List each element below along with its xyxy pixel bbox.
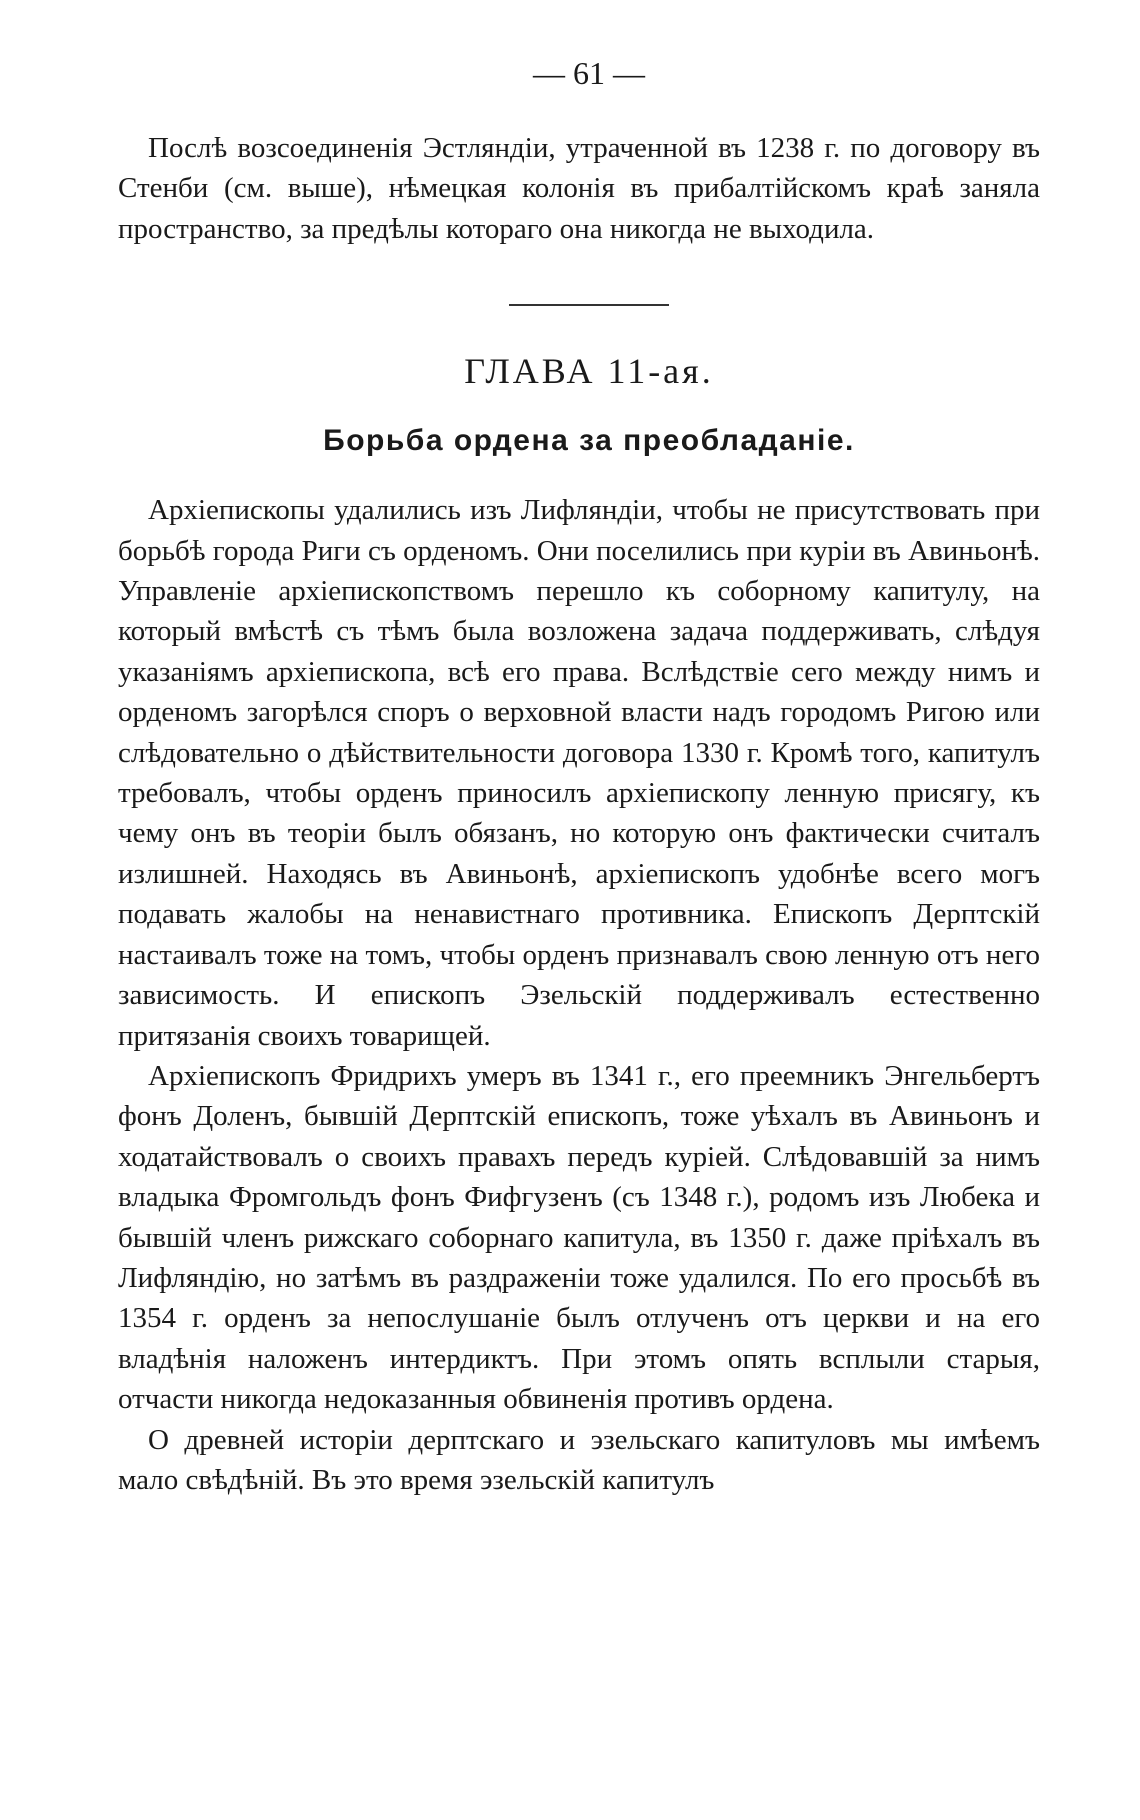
chapter-heading: ГЛАВА 11-ая. bbox=[464, 351, 714, 392]
chapter-title: Борьба ордена за преобладаніе. bbox=[323, 424, 855, 458]
body-paragraph: О древней исторіи дерптскаго и эзельскаго капитуловъ мы имѣемъ мало свѣдѣній. Въ это время эзельскій капитулъ bbox=[118, 1423, 1040, 1496]
section-divider bbox=[509, 304, 669, 306]
body-paragraph: Архіепископы удалились изъ Лифляндіи, чтобы не присутствовать при борьбѣ города Риги съ орденомъ. Они поселились при куріи въ Авиньонѣ. Управленіе архіепископствомъ перешло къ соборному капитулу, на который вмѣстѣ съ тѣмъ была возложена задача поддерживать, слѣдуя указаніямъ архіепископа, всѣ его права. Вслѣдствіе сего между нимъ и орденомъ загорѣлся споръ о верховной власти надъ городомъ Ригою или слѣдовательно о дѣйствительности договора 1330 г. Кромѣ того, капитулъ требовалъ, чтобы орденъ приносилъ архіепископу ленную присягу, къ чему онъ въ теоріи былъ обязанъ, но которую онъ фактически считалъ излишней. Находясь въ Авиньонѣ, архіепископъ удобнѣе всего могъ подавать жалобы на ненавистнаго противника. Епископъ Дерптскій настаивалъ тоже на томъ, чтобы орденъ признавалъ свою ленную отъ него зависимость. И епископъ Эзельскій поддерживалъ естественно притязанія своихъ товарищей. bbox=[118, 494, 1040, 1052]
page-number: — 61 — bbox=[533, 55, 645, 91]
intro-paragraph: Послѣ возсоединенія Эстляндіи, утраченной въ 1238 г. по договору въ Стенби (см. выше), нѣмецкая колонія въ прибалтійскомъ краѣ заняла пространство, за предѣлы котораго она никогда не выходила. bbox=[118, 132, 1040, 245]
body-paragraph: Архіепископъ Фридрихъ умеръ въ 1341 г., его преемникъ Энгельбертъ фонъ Доленъ, бывшій Дерптскій епископъ, тоже уѣхалъ въ Авиньонъ и ходатайствовалъ о своихъ правахъ передъ куріей. Слѣдовавшій за нимъ владыка Фромгольдъ фонъ Фифгузенъ (съ 1348 г.), родомъ изъ Любека и бывшій членъ рижскаго соборнаго капитула, въ 1350 г. даже пріѣхалъ въ Лифляндію, но затѣмъ въ раздраженіи тоже удалился. По его просьбѣ въ 1354 г. орденъ за непослушаніе былъ отлученъ отъ церкви и на его владѣнія наложенъ интердиктъ. При этомъ опять всплыли старыя, отчасти никогда недоказанныя обвиненія противъ ордена. bbox=[118, 1059, 1040, 1416]
